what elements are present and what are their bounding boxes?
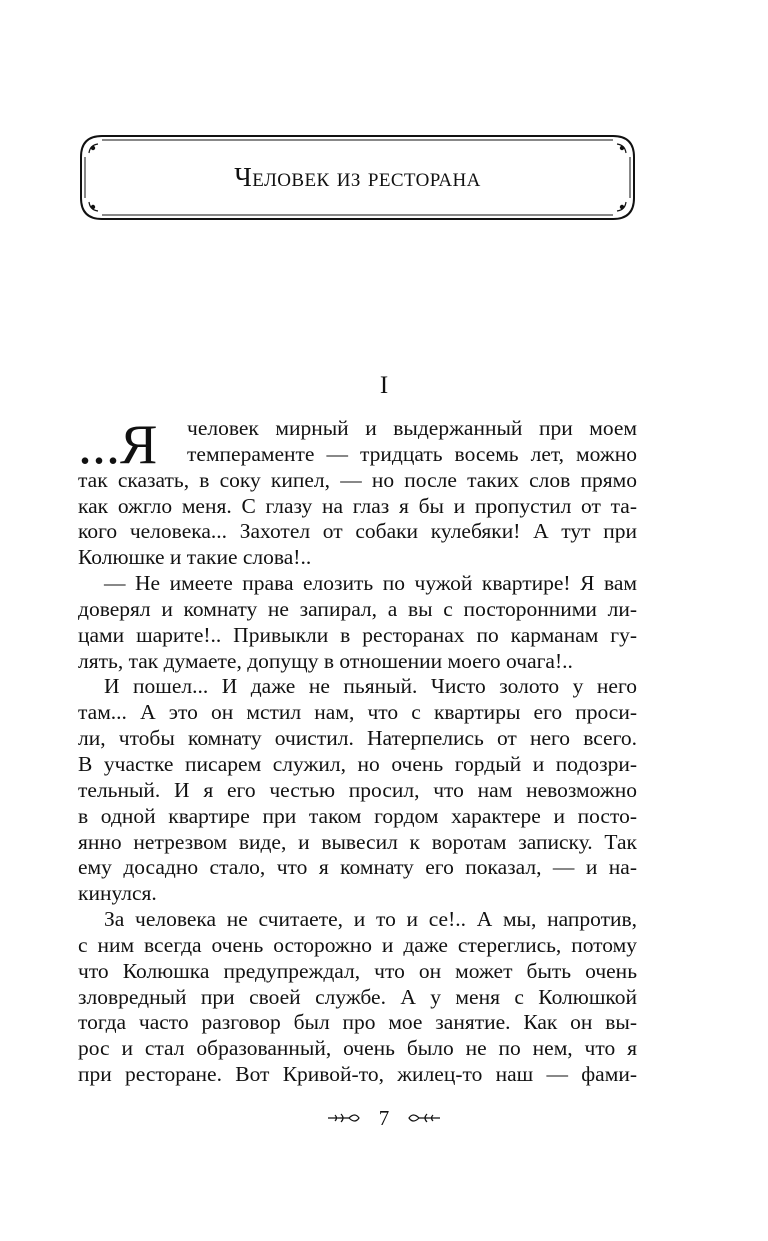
text-line: янно нетрезвом виде, и вывесил к воротам записку. Так — [78, 829, 637, 854]
text-line: За человека не считаете, и то и се!.. А мы, напротив, — [104, 907, 637, 932]
section-number: I — [379, 372, 389, 399]
text-line: темпераменте — тридцать восемь лет, можно — [187, 441, 637, 466]
body-text — [78, 416, 637, 1088]
text-line: что Колюшка предупреждал, что он может быть очень — [78, 958, 637, 983]
text-line: там... А это он мстил нам, что с квартиры его проси- — [78, 700, 637, 725]
text-line: так сказать, в соку кипел, — но после таких слов прямо — [78, 467, 637, 492]
text-line: тельный. И я его честью просил, что нам невозможно — [78, 777, 637, 802]
text-line: зловредный при своей службе. А у меня с Колюшкой — [78, 984, 637, 1009]
drop-cap: ...Я — [78, 414, 158, 476]
chapter-title: Человек из ресторана — [234, 162, 481, 192]
page-footer — [0, 1106, 768, 1131]
text-line: как ожгло меня. С глазу на глаз я бы и пропустил от та- — [78, 493, 637, 518]
left-ornament-icon — [327, 1106, 365, 1131]
text-line: лять, так думаете, допущу в отношении моего очага!.. — [78, 648, 573, 673]
text-line: кинулся. — [78, 881, 157, 906]
text-line: с ним всегда очень осторожно и даже стереглись, потому — [78, 932, 637, 957]
text-line: Колюшке и такие слова!.. — [78, 545, 312, 570]
text-line: цами шарите!.. Привыкли в ресторанах по карманам гу- — [78, 622, 637, 647]
dropcap-paragraph-start — [78, 414, 637, 476]
text-line: кого человека... Захотел от собаки кулебяки! А тут при — [78, 519, 637, 544]
text-line: тогда часто разговор был про мое занятие. Как он вы- — [78, 1010, 637, 1035]
page-number: 7 — [378, 1106, 390, 1130]
text-line: — Не имеете права елозить по чужой квартире! Я вам — [104, 571, 637, 596]
text-line: ему досадно стало, что я комнату его показал, — и на- — [78, 855, 637, 880]
text-line: ли, чтобы комнату очистил. Натерпелись от него всего. — [78, 726, 637, 751]
text-line: В участке писарем служил, но очень гордый и подозри- — [78, 751, 637, 776]
text-line: рос и стал образованный, очень было не по нем, что я — [78, 1036, 637, 1061]
text-line: доверял и комнату не запирал, а вы с посторонними ли- — [78, 596, 637, 621]
text-line: И пошел... И даже не пьяный. Чисто золото у него — [104, 674, 637, 699]
text-line: в одной квартире при таком гордом характере и посто- — [78, 803, 637, 828]
right-ornament-icon — [403, 1106, 441, 1131]
text-lines — [78, 468, 637, 1088]
text-line: человек мирный и выдержанный при моем — [187, 416, 637, 440]
text-line: при ресторане. Вот Кривой-то, жилец-то наш — фами- — [78, 1062, 637, 1087]
